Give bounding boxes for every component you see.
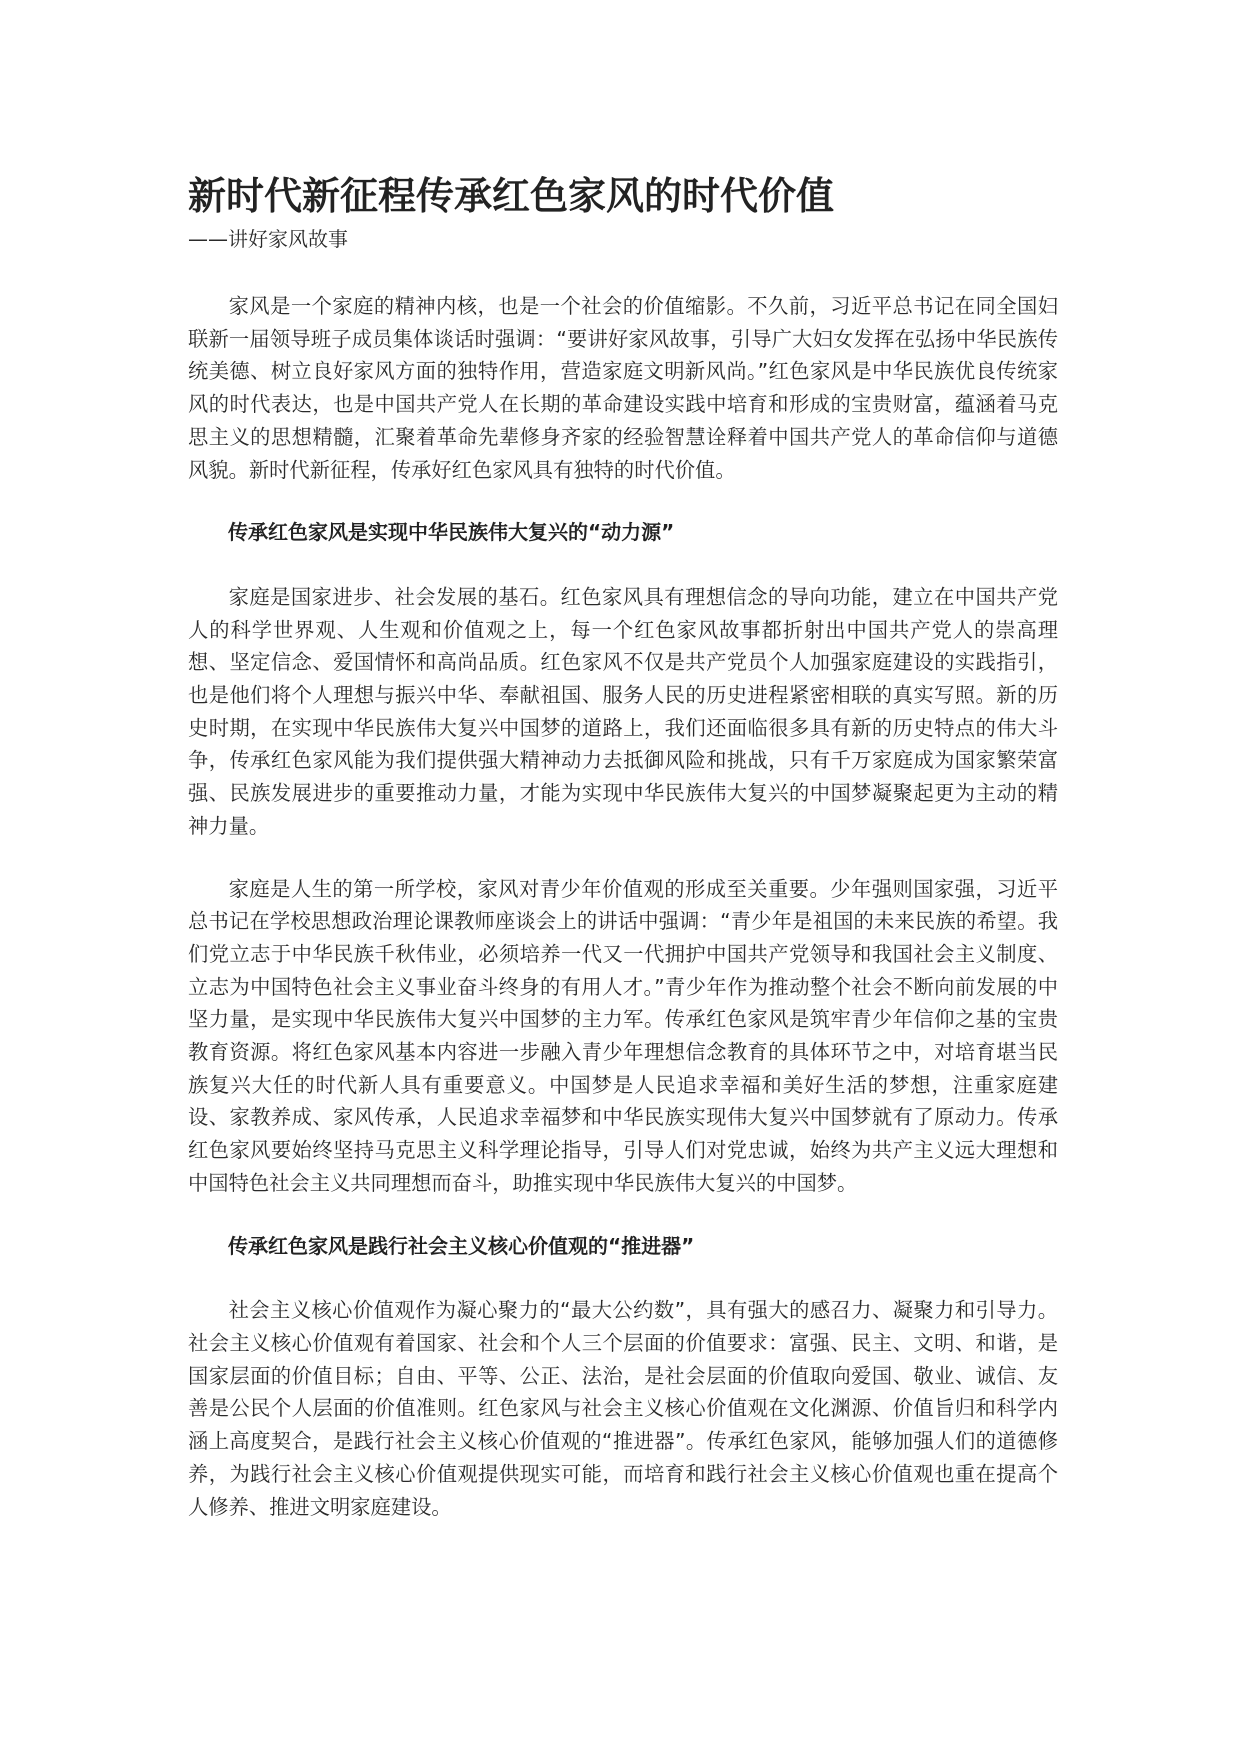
document-page [188,168,1058,1523]
paragraph-core-values: 社会主义核心价值观作为凝心聚力的“最大公约数”，具有强大的感召力、凝聚力和引导力。社会主义核心价值观有着国家、社会和个人三个层面的价值要求：富强、民主、文明、和谐，是国家层面的价值目标；自由、平等、公正、法治，是社会层面的价值取向爱国、敬业、诚信、友善是公民个人层面的价值准则。红色家风与社会主义核心价值观在文化渊源、价值旨归和科学内涵上高度契合，是践行社会主义核心价值观的“推进器”。传承红色家风，能够加强人们的道德修养，为践行社会主义核心价值观提供现实可能，而培育和践行社会主义核心价值观也重在提高个人修养、推进文明家庭建设。 [188,1298,1058,1519]
paragraph-youth-education: 家庭是人生的第一所学校，家风对青少年价值观的形成至关重要。少年强则国家强，习近平总书记在学校思想政治理论课教师座谈会上的讲话中强调：“青少年是祖国的未来民族的希望。我们党立志于中华民族千秋伟业，必须培养一代又一代拥护中国共产党领导和我国社会主义制度、立志为中国特色社会主义事业奋斗终身的有用人才。”青少年作为推动整个社会不断向前发展的中坚力量，是实现中华民族伟大复兴中国梦的主力军。传承红色家风是筑牢青少年信仰之基的宝贵教育资源。将红色家风基本内容进一步融入青少年理想信念教育的具体环节之中，对培育堪当民族复兴大任的时代新人具有重要意义。中国梦是人民追求幸福和美好生活的梦想，注重家庭建设、家教养成、家风传承，人民追求幸福梦和中华民族实现伟大复兴中国梦就有了原动力。传承红色家风要始终坚持马克思主义科学理论指导，引导人们对党忠诚，始终为共产主义远大理想和中国特色社会主义共同理想而奋斗，助推实现中华民族伟大复兴的中国梦。 [188,876,1058,1195]
paragraph-intro: 家风是一个家庭的精神内核，也是一个社会的价值缩影。不久前，习近平总书记在同全国妇联新一届领导班子成员集体谈话时强调：“要讲好家风故事，引导广大妇女发挥在弘扬中华民族传统美德、树立良好家风方面的独特作用，营造家庭文明新风尚。”红色家风是中华民族优良传统家风的时代表达，也是中国共产党人在长期的革命建设实践中培育和形成的宝贵财富，蕴涵着马克思主义的思想精髓，汇聚着革命先辈修身齐家的经验智慧诠释着中国共产党人的革命信仰与道德风貌。新时代新征程，传承好红色家风具有独特的时代价值。 [188,294,1058,482]
document-subtitle: ——讲好家风故事 [188,227,348,251]
section-heading-propeller: 传承红色家风是践行社会主义核心价值观的“推进器” [228,1233,695,1258]
section-heading-power-source: 传承红色家风是实现中华民族伟大复兴的“动力源” [228,520,675,545]
document-title: 新时代新征程传承红色家风的时代价值 [188,174,835,218]
paragraph-family-foundation: 家庭是国家进步、社会发展的基石。红色家风具有理想信念的导向功能，建立在中国共产党人的科学世界观、人生观和价值观之上，每一个红色家风故事都折射出中国共产党人的崇高理想、坚定信念、爱国情怀和高尚品质。红色家风不仅是共产党员个人加强家庭建设的实践指引，也是他们将个人理想与振兴中华、奉献祖国、服务人民的历史进程紧密相联的真实写照。新的历史时期，在实现中华民族伟大复兴中国梦的道路上，我们还面临很多具有新的历史特点的伟大斗争，传承红色家风能为我们提供强大精神动力去抵御风险和挑战，只有千万家庭成为国家繁荣富强、民族发展进步的重要推动力量，才能为实现中华民族伟大复兴的中国梦凝聚起更为主动的精神力量。 [188,584,1058,838]
